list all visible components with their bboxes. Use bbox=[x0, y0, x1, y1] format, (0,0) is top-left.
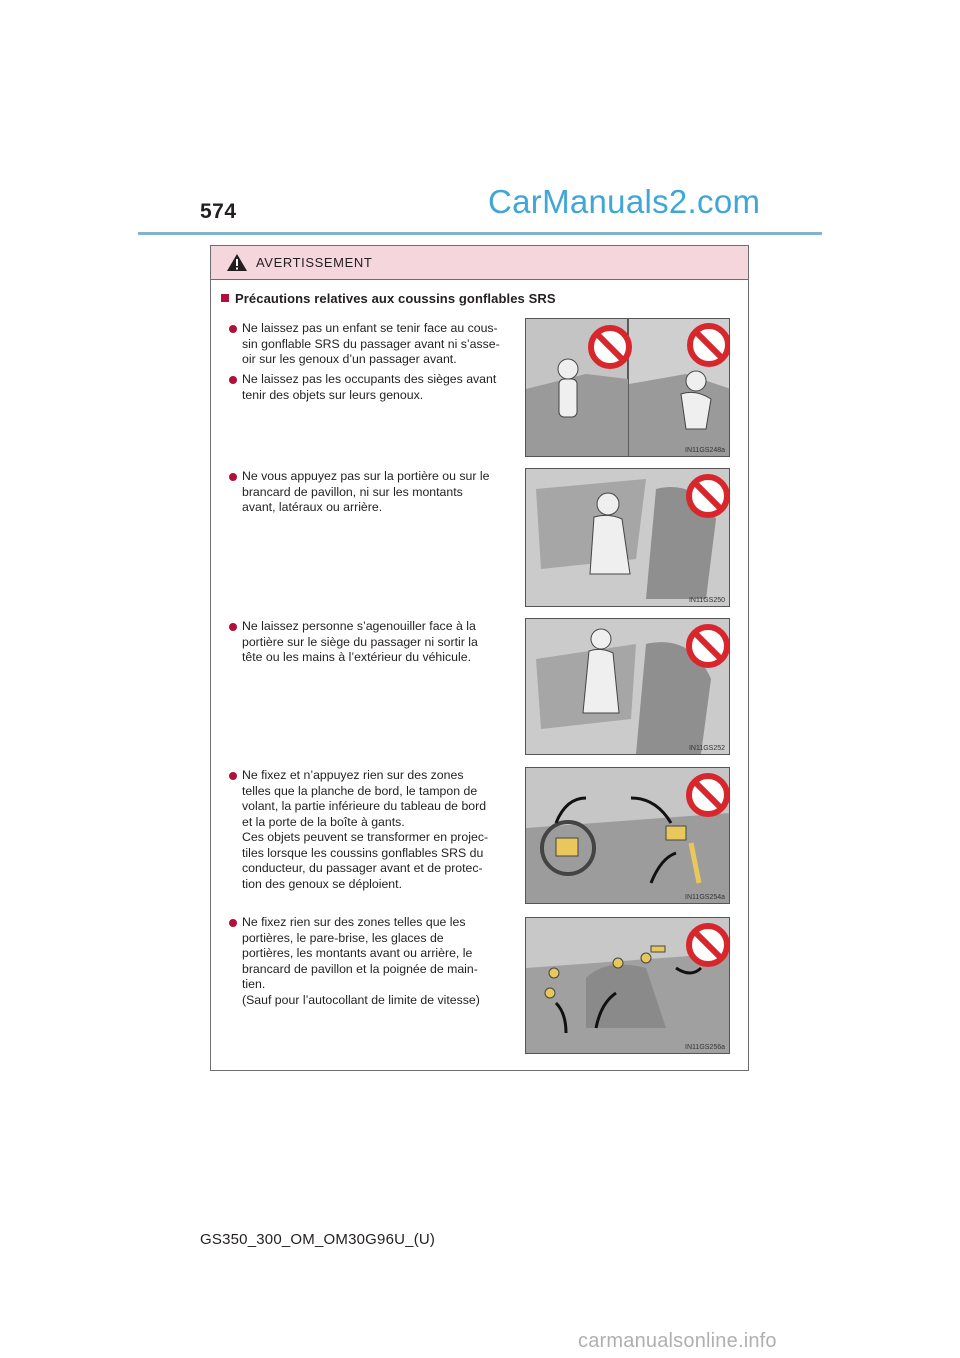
illustration-code: IN11GS248a bbox=[685, 447, 725, 454]
illustration-graphic bbox=[526, 918, 730, 1054]
illustration-leaning-door bbox=[525, 468, 730, 607]
prohibited-icon bbox=[591, 328, 629, 366]
prohibited-icon bbox=[689, 776, 727, 814]
illustration-code: IN11GS254a bbox=[685, 894, 725, 901]
bullet-line: brancard de pavillon et la poignée de main- bbox=[242, 961, 478, 976]
illustration-graphic bbox=[526, 768, 730, 904]
bullet-line: Ne laissez pas les occupants des sièges avant bbox=[242, 372, 497, 386]
bullet-line: et la porte de la boîte à gants. bbox=[242, 814, 405, 829]
bullet-item bbox=[229, 372, 517, 403]
bullet-item bbox=[229, 619, 517, 666]
bullet-line: brancard de pavillon, ni sur les montants bbox=[242, 484, 463, 499]
bullet-line: Ne vous appuyez pas sur la portière ou sur le bbox=[242, 469, 490, 483]
bullet-line: portières, les montants avant ou arrière, le bbox=[242, 946, 473, 960]
section-heading-text: Précautions relatives aux coussins gonflables SRS bbox=[235, 291, 556, 306]
illustration-code: IN11GS250 bbox=[688, 597, 725, 604]
bullet-dot-icon bbox=[229, 376, 237, 384]
bullet-item bbox=[229, 915, 517, 1008]
illustration-kneeling-seat bbox=[525, 618, 730, 755]
warning-header bbox=[211, 246, 748, 280]
header-rule bbox=[138, 232, 822, 235]
bullet-item bbox=[229, 469, 517, 516]
bullet-line: tion des genoux se déploient. bbox=[242, 876, 402, 891]
illustration-graphic bbox=[526, 319, 730, 457]
bullet-dot-icon bbox=[229, 473, 237, 481]
bullet-dot-icon bbox=[229, 623, 237, 631]
bullet-line: volant, la partie inférieure du tableau de bord bbox=[242, 799, 487, 813]
bullet-line: tête ou les mains à l’extérieur du véhicule. bbox=[242, 650, 471, 664]
illustration-cabin-objects bbox=[525, 917, 730, 1054]
prohibited-icon bbox=[689, 627, 727, 665]
bullet-line: (Sauf pour l’autocollant de limite de vitesse) bbox=[242, 992, 480, 1007]
illustration-code: IN11GS252 bbox=[688, 745, 725, 752]
bullet-line: tenir des objets sur leurs genoux. bbox=[242, 387, 424, 402]
bullet-line: tiles lorsque les coussins gonflables SRS du bbox=[242, 845, 484, 860]
bullet-item bbox=[229, 321, 517, 368]
page-number: 574 bbox=[200, 200, 237, 223]
prohibited-icon bbox=[690, 326, 728, 364]
square-bullet-icon bbox=[221, 294, 229, 302]
watermark-footer[interactable]: carmanualsonline.info bbox=[578, 1330, 777, 1352]
illustration-code: IN11GS256a bbox=[685, 1044, 725, 1051]
illustration-graphic bbox=[526, 619, 730, 755]
bullet-item bbox=[229, 768, 517, 892]
bullet-line: oir sur les genoux d’un passager avant. bbox=[242, 352, 457, 366]
document-code: GS350_300_OM_OM30G96U_(U) bbox=[200, 1231, 436, 1248]
bullet-dot-icon bbox=[229, 772, 237, 780]
illustration-child-airbag bbox=[525, 318, 730, 457]
bullet-line: sin gonflable SRS du passager avant ni s’asse- bbox=[242, 336, 500, 351]
bullet-line: avant, latéraux ou arrière. bbox=[242, 500, 383, 514]
watermark-logo[interactable]: CarManuals2.com bbox=[488, 183, 761, 220]
bullet-line: portières, le pare-brise, les glaces de bbox=[242, 930, 444, 945]
prohibited-icon bbox=[689, 477, 727, 515]
illustration-graphic bbox=[526, 469, 730, 607]
bullet-line: Ces objets peuvent se transformer en projec- bbox=[242, 830, 489, 844]
prohibited-icon bbox=[689, 926, 727, 964]
illustration-dashboard-objects bbox=[525, 767, 730, 904]
warning-title: AVERTISSEMENT bbox=[256, 255, 373, 270]
bullet-dot-icon bbox=[229, 325, 237, 333]
bullet-line: portière sur le siège du passager ni sortir la bbox=[242, 634, 478, 649]
section-heading bbox=[221, 291, 556, 306]
bullet-line: Ne fixez et n’appuyez rien sur des zones bbox=[242, 768, 464, 782]
bullet-line: tien. bbox=[242, 977, 266, 991]
bullet-line: Ne laissez pas un enfant se tenir face au cous- bbox=[242, 321, 498, 335]
bullet-line: conducteur, du passager avant et de protec- bbox=[242, 861, 483, 875]
bullet-dot-icon bbox=[229, 919, 237, 927]
bullet-line: telles que la planche de bord, le tampon de bbox=[242, 783, 478, 798]
bullet-line: Ne laissez personne s’agenouiller face à la bbox=[242, 619, 476, 633]
bullet-line: Ne fixez rien sur des zones telles que les bbox=[242, 915, 466, 929]
warning-box bbox=[210, 245, 749, 1071]
warning-triangle-icon bbox=[226, 253, 248, 272]
